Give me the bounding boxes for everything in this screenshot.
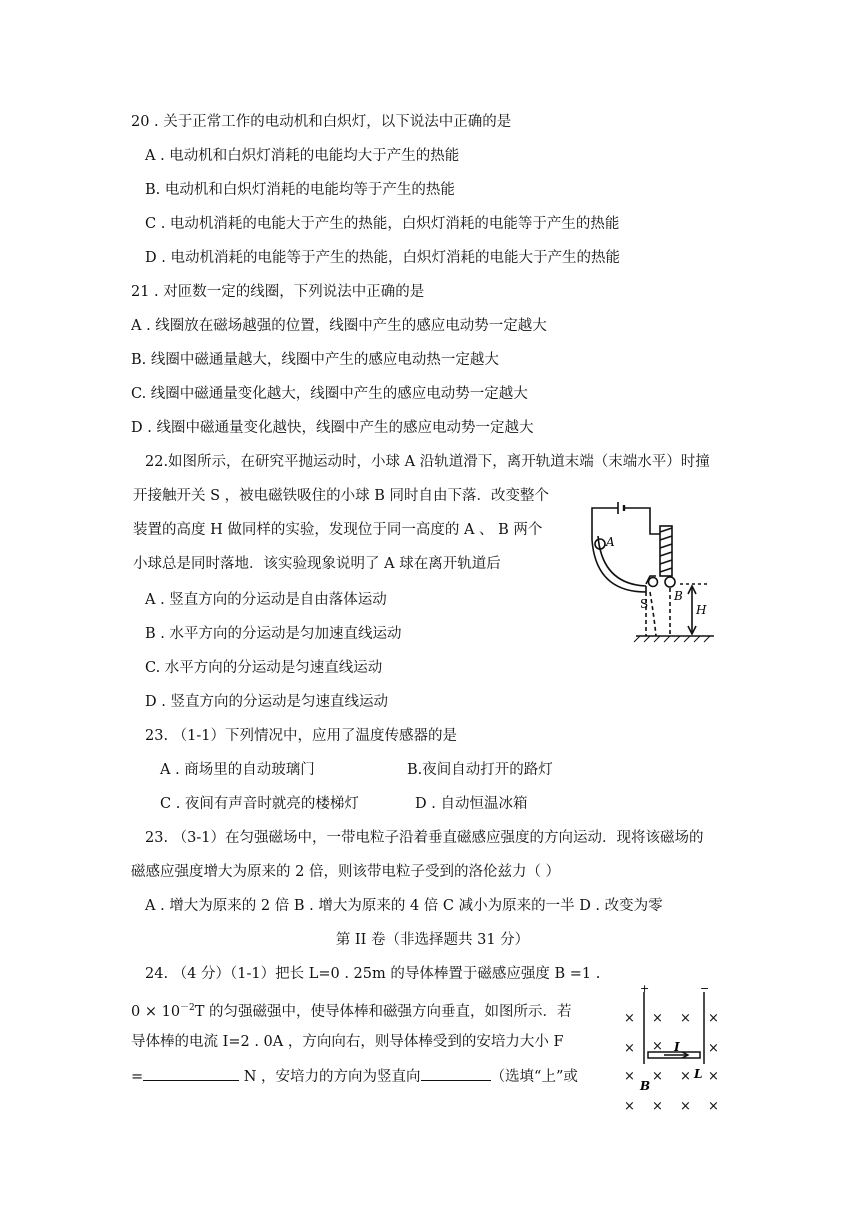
q22-option-b: B . 水平方向的分运动是匀加速直线运动	[145, 626, 402, 642]
q21-option-a: A . 线圈放在磁场越强的位置，线圈中产生的感应电动势一定越大	[131, 318, 547, 334]
q24-line-1: 24. （4 分）（1-1）把长 L=0 . 25m 的导体棒置于磁感应强度 B =1 .	[145, 966, 601, 982]
q22-line-4: 小球总是同时落地．该实验现象说明了 A 球在离开轨道后	[133, 556, 501, 572]
field-cross: ×	[652, 1039, 663, 1054]
q20-stem: 20 . 关于正常工作的电动机和白炽灯，以下说法中正确的是	[131, 114, 512, 130]
q24-line-4-b: N ，安培力的方向为竖直向	[239, 1069, 421, 1085]
q23b-line-1: 23. （3-1）在匀强磁场中，一带电粒子沿着垂直磁感应强度的方向运动．现将该磁场的	[145, 830, 704, 846]
field-cross: ×	[680, 1099, 691, 1114]
q24-line-4-c: （选填“上”或	[490, 1069, 578, 1085]
figure-label-b: B	[674, 589, 683, 603]
figure-label-i: I	[674, 1040, 680, 1054]
figure-label-plus: +	[640, 982, 650, 995]
projectile-apparatus-figure	[580, 496, 720, 644]
q23a-option-c: C . 夜间有声音时就亮的楼梯灯	[160, 796, 359, 812]
force-answer-blank[interactable]	[143, 1066, 239, 1081]
q24-line-2	[131, 998, 572, 1022]
q23a-option-d: D . 自动恒温冰箱	[415, 796, 528, 812]
field-cross: ×	[708, 1069, 719, 1084]
figure-label-b: B	[640, 1079, 651, 1093]
field-cross: ×	[624, 1069, 635, 1084]
q23a-option-a: A . 商场里的自动玻璃门	[160, 762, 315, 778]
q24-line-2-a: 0 × 10	[131, 1003, 181, 1020]
q24-line-4-a: =	[131, 1069, 144, 1085]
field-cross: ×	[624, 1099, 635, 1114]
q21-option-b: B. 线圈中磁通量越大，线圈中产生的感应电动热一定越大	[131, 352, 499, 368]
q22-option-a: A . 竖直方向的分运动是自由落体运动	[145, 592, 387, 608]
field-cross: ×	[708, 1099, 719, 1114]
q20-option-b: B. 电动机和白炽灯消耗的电能均等于产生的热能	[145, 182, 455, 198]
q22-line-1: 22.如图所示，在研究平抛运动时，小球 A 沿轨道滑下，离开轨道末端（末端水平）时撞	[145, 454, 710, 470]
field-cross: ×	[652, 1069, 663, 1084]
q20-option-d: D . 电动机消耗的电能等于产生的热能，白炽灯消耗的电能大于产生的热能	[145, 250, 620, 266]
q24-line-4	[131, 1066, 578, 1087]
field-cross: ×	[680, 1011, 691, 1026]
figure-label-h: H	[696, 603, 707, 617]
q24-line-2-sup: －2	[180, 1003, 195, 1013]
q23b-line-3: A . 增大为原来的 2 倍 B . 增大为原来的 4 倍 C 减小为原来的一半 D . 改变为零	[145, 898, 663, 914]
q24-line-3: 导体棒的电流 I=2 . 0A ，方向向右，则导体棒受到的安培力大小 F	[131, 1034, 564, 1050]
figure-label-s: S	[640, 597, 649, 611]
figure-label-minus: −	[700, 982, 710, 995]
q22-line-3: 装置的高度 H 做同样的实验，发现位于同一高度的 A 、 B 两个	[133, 522, 543, 538]
field-cross: ×	[708, 1011, 719, 1026]
figure-label-a: A	[606, 535, 615, 549]
q21-option-c: C. 线圈中磁通量变化越大，线圈中产生的感应电动势一定越大	[131, 386, 528, 402]
q24-line-2-b: T 的匀强磁强中，使导体棒和磁强方向垂直，如图所示．若	[194, 1003, 572, 1020]
field-cross: ×	[652, 1099, 663, 1114]
q22-option-d: D . 竖直方向的分运动是匀速直线运动	[145, 694, 388, 710]
q22-option-c: C. 水平方向的分运动是匀速直线运动	[145, 660, 383, 676]
direction-answer-blank[interactable]	[421, 1066, 491, 1081]
field-cross: ×	[680, 1069, 691, 1084]
q23a-option-b: B.夜间自动打开的路灯	[407, 762, 553, 778]
field-cross: ×	[652, 1011, 663, 1026]
q23b-line-2: 磁感应强度增大为原来的 2 倍，则该带电粒子受到的洛伦兹力（ ）	[131, 864, 561, 880]
q20-option-c: C . 电动机消耗的电能大于产生的热能，白炽灯消耗的电能等于产生的热能	[145, 216, 620, 232]
q21-stem: 21 . 对匝数一定的线圈，下列说法中正确的是	[131, 284, 425, 300]
figure-label-l: L	[694, 1067, 703, 1081]
field-cross: ×	[624, 1011, 635, 1026]
section-title: 第 II 卷（非选择题共 31 分）	[335, 932, 530, 948]
q23a-stem: 23. （1-1）下列情况中，应用了温度传感器的是	[145, 728, 458, 744]
q22-line-2: 开接触开关 S ，被电磁铁吸住的小球 B 同时自由下落．改变整个	[133, 488, 550, 504]
field-cross: ×	[708, 1041, 719, 1056]
magnetic-field-rod-figure	[618, 982, 728, 1116]
field-cross: ×	[624, 1041, 635, 1056]
q20-option-a: A . 电动机和白炽灯消耗的电能均大于产生的热能	[145, 148, 460, 164]
q21-option-d: D . 线圈中磁通量变化越快，线圈中产生的感应电动势一定越大	[131, 420, 534, 436]
